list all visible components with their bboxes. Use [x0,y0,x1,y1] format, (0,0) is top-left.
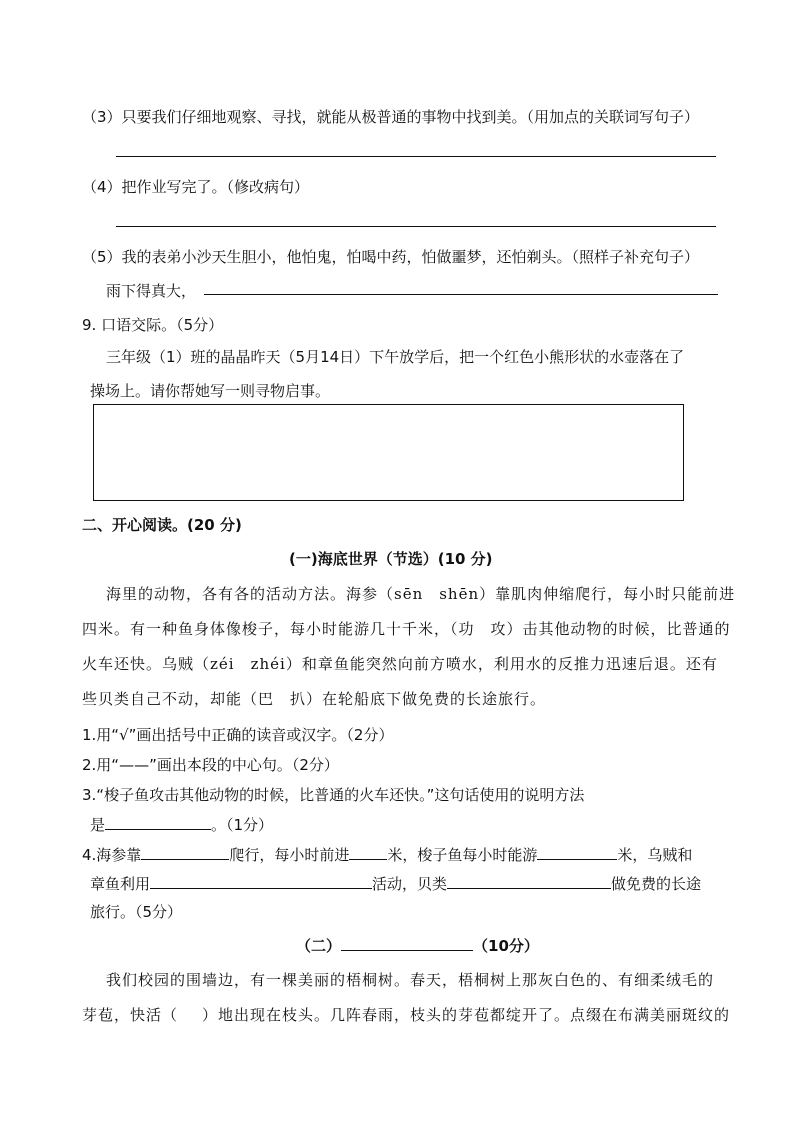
passage-1-q4-line-2 [90,872,701,894]
q4-text-c: 米，梭子鱼每小时能游 [387,846,538,864]
passage-2-title-suffix: （10分） [473,937,539,955]
passage-1-q3-line-2 [90,813,273,835]
answer-line-5[interactable] [204,294,718,295]
answer-line-4[interactable] [116,226,716,227]
q4-blank-3[interactable] [537,843,617,860]
q9-line-2: 操场上。请你帮她写一则寻物启事。 [90,382,331,400]
q4-text-b: 爬行，每小时前进 [229,846,350,864]
q8-item-3: （3）只要我们仔细地观察、寻找，就能从极普通的事物中找到美。（用加点的关联词写句子） [82,108,700,126]
passage-2-title-blank[interactable] [341,934,473,951]
passage-2-line-1: 我们校园的围墙边，有一棵美丽的梧桐树。春天，梧桐树上那灰白色的、有细柔绒毛的 [106,971,715,989]
passage-1-title: (一)海底世界（节选）(10 分) [289,550,493,568]
q4-text-e: 章鱼利用 [90,875,151,893]
passage-1-line-2: 四米。有一种鱼身体像梭子，每小时能游几十千米，（功 攻）击其他动物的时候，比普通的 [82,620,731,638]
q3-suffix: 。（1分） [211,816,274,834]
passage-2-line-2-a: 芽苞，快活（ [82,1006,179,1024]
q8-item-5: （5）我的表弟小沙天生胆小，他怕鬼，怕喝中药，怕做噩梦，还怕剃头。（照样子补充句子） [82,248,700,266]
passage-1-line-4: 些贝类自己不动，却能（巴 扒）在轮船底下做免费的长途旅行。 [82,690,547,708]
passage-1-line-1: 海里的动物，各有各的活动方法。海参（sēn shēn）靠肌肉伸缩爬行，每小时只能前进 [106,585,736,603]
q3-prefix: 是 [90,816,106,834]
passage-1-q3-line-1: 3.“梭子鱼攻击其他动物的时候，比普通的火车还快。”这句话使用的说明方法 [82,786,585,804]
passage-2-title-prefix: （二） [296,937,342,955]
section-2-heading: 二、开心阅读。(20 分) [82,516,242,534]
q4-text-g: 做免费的长途 [611,875,702,893]
q4-blank-1[interactable] [141,843,229,860]
passage-1-q2: 2.用“——”画出本段的中心句。（2分） [82,756,339,774]
answer-line-3[interactable] [116,156,716,157]
passage-1-line-3: 火车还快。乌贼（zéi zhéi）和章鱼能突然向前方喷水，利用水的反推力迅速后退。还有 [82,655,718,673]
passage-1-q4-line-1 [82,843,692,865]
q4-blank-5[interactable] [447,872,611,889]
q4-text-a: 4.海参靠 [82,846,142,864]
q9-title: 9. 口语交际。（5分） [82,316,224,334]
q4-blank-4[interactable] [150,872,372,889]
q3-blank[interactable] [105,813,211,830]
q8-item-4: （4）把作业写完了。（修改病句） [82,178,310,196]
passage-1-q4-line-3: 旅行。（5分） [90,903,183,921]
passage-2-title [296,934,539,956]
q8-item-5-prompt: 雨下得真大， [106,282,197,300]
q4-text-f: 活动，贝类 [372,875,448,893]
passage-2-line-2 [82,1004,730,1025]
q4-blank-2[interactable] [349,843,387,860]
q4-text-d: 米，乌贼和 [617,846,693,864]
passage-1-q1: 1.用“√”画出括号中正确的读音或汉字。（2分） [82,726,394,744]
answer-box[interactable] [93,404,684,501]
q9-line-1: 三年级（1）班的晶晶昨天（5月14日）下午放学后，把一个红色小熊形状的水壶落在了 [106,348,685,366]
passage-2-line-2-b: ）地出现在枝头。几阵春雨，枝头的芽苞都绽开了。点缀在布满美丽斑纹的 [202,1006,731,1024]
